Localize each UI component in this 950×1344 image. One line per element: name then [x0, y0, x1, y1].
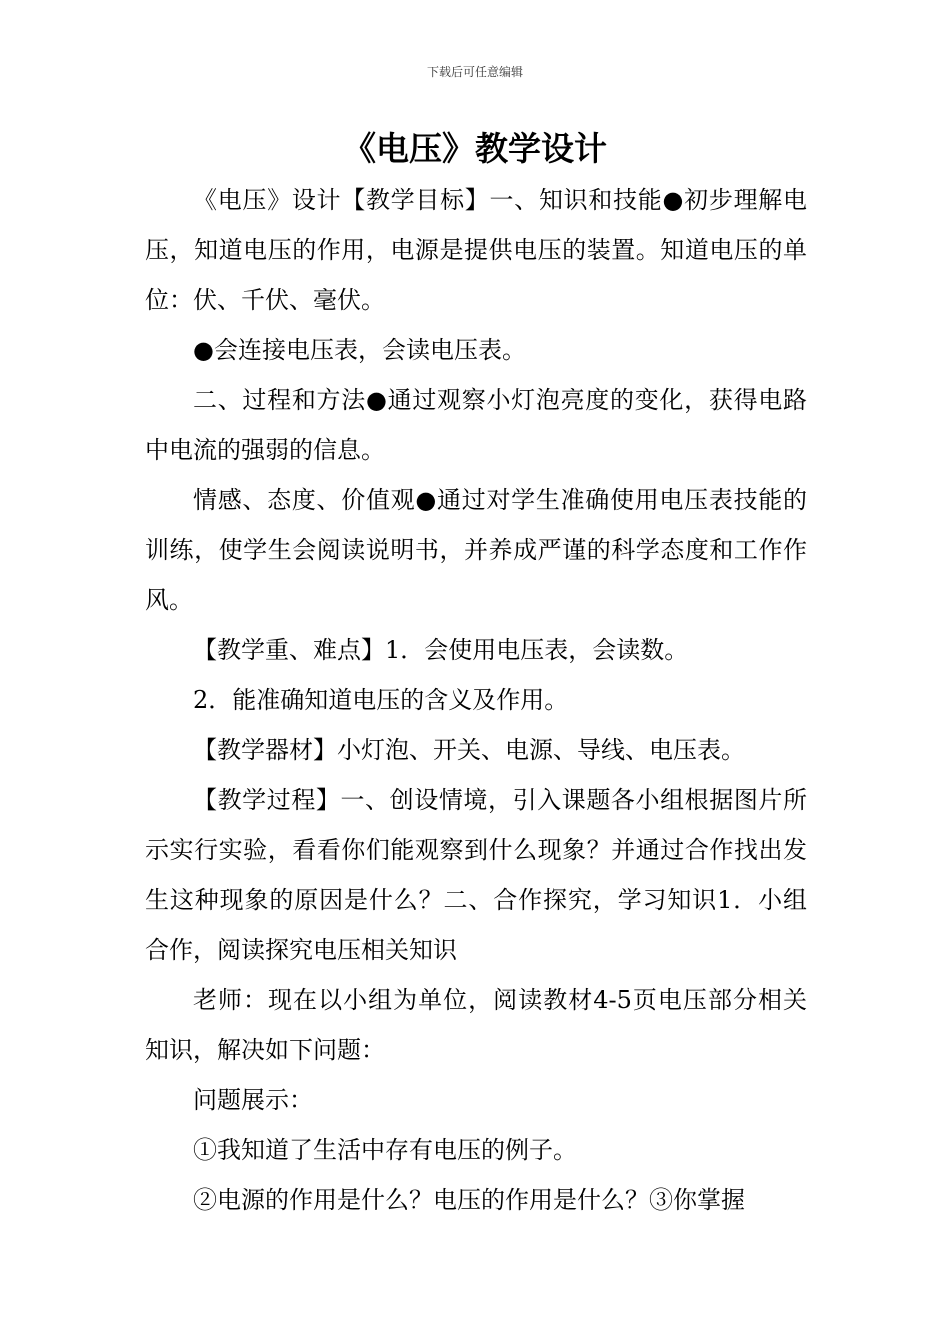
paragraph-process-method: 二、过程和方法●通过观察小灯泡亮度的变化，获得电路中电流的强弱的信息。 [145, 386, 807, 464]
paragraph-attitude-values: 情感、态度、价值观●通过对学生准确使用电压表技能的训练，使学生会阅读说明书，并养成严谨的科学态度和工作作风。 [145, 486, 807, 614]
document-body [145, 175, 807, 1225]
paragraph-key-points: 【教学重、难点】1．会使用电压表，会读数。 [193, 636, 689, 664]
page-header-note: 下载后可任意编辑 [426, 65, 523, 79]
paragraph-equipment: 【教学器材】小灯泡、开关、电源、导线、电压表。 [193, 736, 745, 764]
paragraph-key-point-2: 2．能准确知道电压的含义及作用。 [193, 686, 569, 714]
paragraph-voltmeter-skill: ●会连接电压表，会读电压表。 [193, 336, 526, 364]
paragraph-teacher-instruction: 老师：现在以小组为单位，阅读教材4-5页电压部分相关知识，解决如下问题： [145, 986, 807, 1064]
paragraph-question-1: ①我知道了生活中存有电压的例子。 [193, 1136, 577, 1164]
paragraph-question-2-3: ②电源的作用是什么？电压的作用是什么？③你掌握 [193, 1186, 745, 1214]
paragraph-questions-heading: 问题展示： [193, 1086, 313, 1114]
paragraph-teaching-objectives: 《电压》设计【教学目标】一、知识和技能●初步理解电压，知道电压的作用，电源是提供电压的装置。知道电压的单位：伏、千伏、毫伏。 [145, 186, 807, 314]
document-title: 《电压》教学设计 [343, 129, 607, 168]
paragraph-teaching-process: 【教学过程】一、创设情境，引入课题各小组根据图片所示实行实验，看看你们能观察到什么现象？并通过合作找出发生这种现象的原因是什么？二、合作探究，学习知识1．小组合作，阅读探究电压相关知识 [145, 786, 807, 964]
